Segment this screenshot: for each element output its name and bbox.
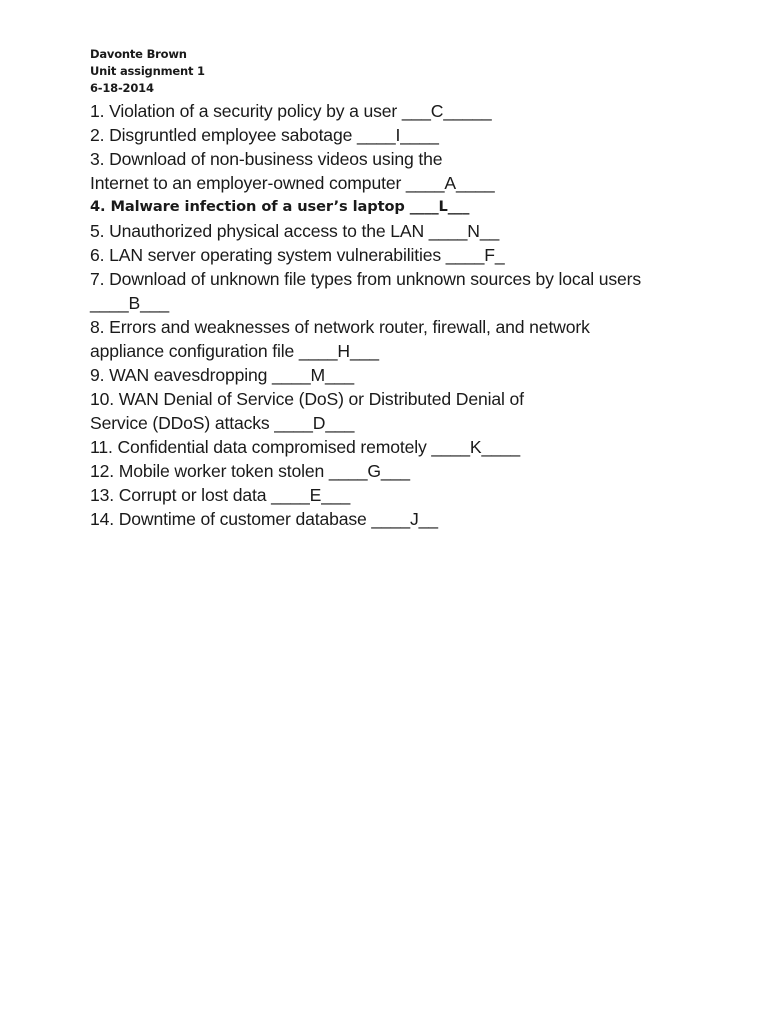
answer-line-11: 11. Confidential data compromised remotely ____K____ [90,437,521,457]
answer-line-13: 13. Corrupt or lost data ____E___ [90,485,351,505]
answer-line-7: 7. Download of unknown file types from unknown sources by local users [90,269,641,289]
answer-line-2: 2. Disgruntled employee sabotage ____I____ [90,125,439,145]
answer-line-4: 4. Malware infection of a user’s laptop ____L___ [90,198,470,215]
answer-line-8: 8. Errors and weaknesses of network router, firewall, and network [90,317,590,337]
answer-line-6: 6. LAN server operating system vulnerabilities ____F_ [90,245,505,265]
answer-line-1: 1. Violation of a security policy by a user ___C_____ [90,101,492,121]
answer-list [90,99,750,531]
answer-line-12: 12. Mobile worker token stolen ____G___ [90,461,410,481]
answer-line-14: 14. Downtime of customer database ____J__ [90,509,438,529]
author-name: Davonte Brown [90,47,187,61]
answer-line-8-cont: appliance configuration file ____H___ [90,341,379,361]
answer-line-3: 3. Download of non-business videos using the [90,149,443,169]
assignment-title: Unit assignment 1 [90,64,205,78]
answer-line-7-cont: ____B___ [90,293,170,313]
document-header [90,46,750,97]
answer-line-10-cont: Service (DDoS) attacks ____D___ [90,413,355,433]
answer-line-5: 5. Unauthorized physical access to the LAN ____N__ [90,221,500,241]
assignment-date: 6-18-2014 [90,81,154,95]
answer-line-10: 10. WAN Denial of Service (DoS) or Distributed Denial of [90,389,524,409]
document-page [90,46,750,531]
answer-line-3-cont: Internet to an employer-owned computer ____A____ [90,173,495,193]
answer-line-9: 9. WAN eavesdropping ____M___ [90,365,354,385]
